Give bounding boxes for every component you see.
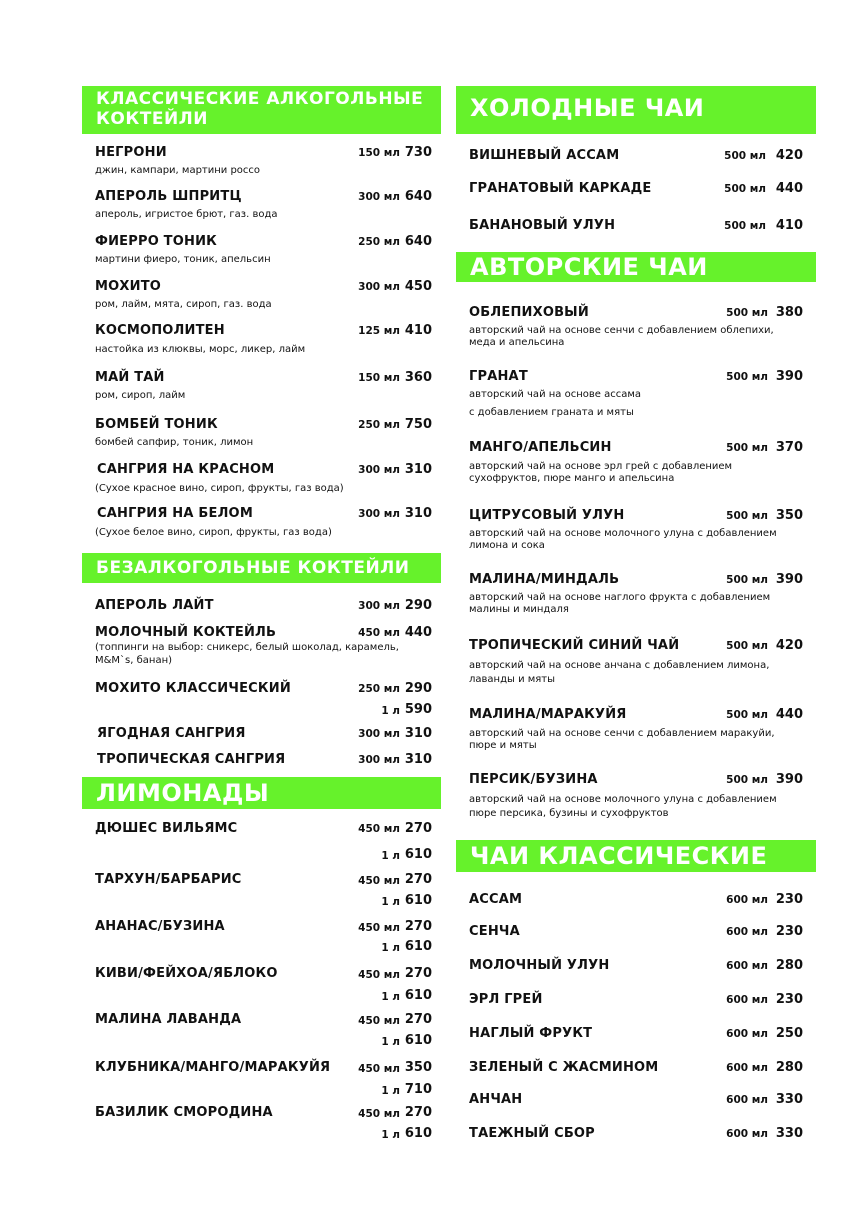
- item-name: КОСМОПОЛИТЕН: [95, 323, 225, 338]
- item-volume: 300 мл: [358, 191, 400, 203]
- item-description: ром, сироп, лайм: [95, 390, 186, 401]
- item-volume: 500 мл: [726, 640, 768, 652]
- item-volume: 450 мл: [358, 969, 400, 981]
- item-volume: 500 мл: [726, 510, 768, 522]
- item-price: 270: [404, 1012, 432, 1027]
- section-header-classic-cocktails: [82, 86, 441, 134]
- item-price: 290: [404, 681, 432, 696]
- item-name: МАЛИНА/МИНДАЛЬ: [469, 572, 620, 587]
- item-volume: 450 мл: [358, 823, 400, 835]
- item-name: ГРАНАТ: [469, 369, 528, 384]
- item-price: 350: [404, 1060, 432, 1075]
- item-price: 310: [404, 752, 432, 767]
- item-name: АПЕРОЛЬ ЛАЙТ: [95, 598, 214, 613]
- item-price-large: 610: [404, 893, 432, 908]
- item-volume: 300 мл: [358, 600, 400, 612]
- item-price: 640: [404, 234, 432, 249]
- item-price: 310: [404, 726, 432, 741]
- section-title: ЧАИ КЛАССИЧЕСКИЕ: [470, 842, 768, 870]
- item-volume: 450 мл: [358, 875, 400, 887]
- section-header-author-teas: [456, 252, 816, 282]
- item-name: МОЛОЧНЫЙ КОКТЕЙЛЬ: [95, 625, 277, 640]
- item-description: авторский чай на основе эрл грей с добавлением: [469, 461, 733, 472]
- item-name: ФИЕРРО ТОНИК: [95, 234, 217, 249]
- item-name: НЕГРОНИ: [95, 145, 167, 160]
- item-description: (топпинги на выбор: сникерс, белый шоколад, карамель,: [95, 642, 399, 653]
- item-price: 280: [775, 958, 803, 973]
- item-volume: 450 мл: [358, 627, 400, 639]
- item-volume-large: 1 л: [381, 942, 400, 954]
- item-description: апероль, игристое брют, газ. вода: [95, 209, 278, 220]
- item-price: 420: [775, 638, 803, 653]
- item-volume: 500 мл: [724, 183, 766, 195]
- item-name: БОМБЕЙ ТОНИК: [95, 417, 218, 432]
- item-volume: 500 мл: [726, 442, 768, 454]
- item-description: авторский чай на основе сенчи с добавлением маракуйи,: [469, 728, 775, 739]
- item-name: АНЧАН: [469, 1092, 523, 1107]
- item-price: 250: [775, 1026, 803, 1041]
- item-name: НАГЛЫЙ ФРУКТ: [469, 1026, 593, 1041]
- item-name: МОХИТО: [95, 279, 162, 294]
- item-volume-large: 1 л: [381, 991, 400, 1003]
- item-volume: 600 мл: [726, 1062, 768, 1074]
- item-price-large: 610: [404, 1033, 432, 1048]
- item-description: авторский чай на основе ассама: [469, 389, 642, 400]
- item-name: АПЕРОЛЬ ШПРИТЦ: [95, 189, 242, 204]
- item-volume-large: 1 л: [381, 850, 400, 862]
- item-volume: 300 мл: [358, 754, 400, 766]
- item-name: МОЛОЧНЫЙ УЛУН: [469, 958, 610, 973]
- item-description: меда и апельсина: [469, 337, 565, 348]
- item-volume: 300 мл: [358, 281, 400, 293]
- item-volume: 600 мл: [726, 1094, 768, 1106]
- item-name: ПЕРСИК/БУЗИНА: [469, 772, 598, 787]
- item-name: МОХИТО КЛАССИЧЕСКИЙ: [95, 681, 291, 696]
- item-volume: 300 мл: [358, 728, 400, 740]
- item-price: 270: [404, 966, 432, 981]
- item-price: 380: [775, 305, 803, 320]
- item-description: (Сухое белое вино, сироп, фрукты, газ вода): [95, 527, 332, 538]
- item-name: ТРОПИЧЕСКАЯ САНГРИЯ: [97, 752, 286, 767]
- item-price: 230: [775, 992, 803, 1007]
- item-volume-large: 1 л: [381, 1085, 400, 1097]
- item-volume: 250 мл: [358, 683, 400, 695]
- item-volume: 500 мл: [726, 574, 768, 586]
- item-description: авторский чай на основе молочного улуна с добавлением: [469, 528, 777, 539]
- item-name: ВИШНЕВЫЙ АССАМ: [469, 148, 620, 163]
- item-name: МАНГО/АПЕЛЬСИН: [469, 440, 612, 455]
- item-volume: 150 мл: [358, 372, 400, 384]
- item-name: ЭРЛ ГРЕЙ: [469, 992, 543, 1007]
- item-price: 280: [775, 1060, 803, 1075]
- item-name: ТАРХУН/БАРБАРИС: [95, 872, 242, 887]
- item-name: ТАЕЖНЫЙ СБОР: [469, 1126, 595, 1141]
- item-volume: 500 мл: [726, 371, 768, 383]
- item-volume: 450 мл: [358, 1015, 400, 1027]
- item-description: авторский чай на основе анчана с добавлением лимона,: [469, 660, 770, 671]
- item-description: бомбей сапфир, тоник, лимон: [95, 437, 254, 448]
- item-description: джин, кампари, мартини россо: [95, 165, 261, 176]
- item-price: 230: [775, 924, 803, 939]
- item-description: сухофруктов, пюре манго и апельсина: [469, 473, 675, 484]
- item-name: ДЮШЕС ВИЛЬЯМС: [95, 821, 238, 836]
- item-price: 230: [775, 892, 803, 907]
- item-price-large: 610: [404, 939, 432, 954]
- item-volume: 500 мл: [724, 150, 766, 162]
- section-title: ЛИМОНАДЫ: [96, 779, 270, 807]
- item-price: 370: [775, 440, 803, 455]
- item-name: МАЛИНА ЛАВАНДА: [95, 1012, 242, 1027]
- item-price: 350: [775, 508, 803, 523]
- item-name: СЕНЧА: [469, 924, 520, 939]
- item-volume: 500 мл: [726, 307, 768, 319]
- item-name: КЛУБНИКА/МАНГО/МАРАКУЙЯ: [95, 1060, 331, 1075]
- item-volume: 600 мл: [726, 960, 768, 972]
- item-name: ТРОПИЧЕСКИЙ СИНИЙ ЧАЙ: [469, 638, 680, 653]
- item-volume: 300 мл: [358, 508, 400, 520]
- item-name: ЗЕЛЕНЫЙ С ЖАСМИНОМ: [469, 1060, 659, 1075]
- item-volume-large: 1 л: [381, 1129, 400, 1141]
- item-description: авторский чай на основе сенчи с добавлением облепихи,: [469, 325, 774, 336]
- item-volume: 250 мл: [358, 236, 400, 248]
- item-price: 270: [404, 821, 432, 836]
- item-description: пюре персика, бузины и сухофруктов: [469, 808, 669, 819]
- item-description: лаванды и мяты: [469, 674, 556, 685]
- item-price: 390: [775, 572, 803, 587]
- item-name: МАЛИНА/МАРАКУЙЯ: [469, 707, 627, 722]
- item-price: 310: [404, 462, 432, 477]
- item-price-large: 610: [404, 988, 432, 1003]
- item-description: M&M`s, банан): [95, 655, 173, 666]
- section-header-classic-teas: [456, 840, 816, 872]
- item-description: мартини фиеро, тоник, апельсин: [95, 254, 271, 265]
- section-title: ХОЛОДНЫЕ ЧАИ: [470, 94, 705, 122]
- section-title: АВТОРСКИЕ ЧАИ: [470, 253, 708, 281]
- section-header-nonalcoholic: [82, 553, 441, 583]
- item-volume: 300 мл: [358, 464, 400, 476]
- item-price-large: 610: [404, 847, 432, 862]
- item-description: авторский чай на основе наглого фрукта с добавлением: [469, 592, 771, 603]
- item-volume: 500 мл: [724, 220, 766, 232]
- item-price: 310: [404, 506, 432, 521]
- item-name: ОБЛЕПИХОВЫЙ: [469, 305, 589, 320]
- item-description: авторский чай на основе молочного улуна с добавлением: [469, 794, 777, 805]
- item-price: 270: [404, 919, 432, 934]
- item-price: 360: [404, 370, 432, 385]
- item-price: 730: [404, 145, 432, 160]
- item-volume: 450 мл: [358, 1108, 400, 1120]
- item-description: ром, лайм, мята, сироп, газ. вода: [95, 299, 272, 310]
- item-volume: 600 мл: [726, 994, 768, 1006]
- item-price: 640: [404, 189, 432, 204]
- item-volume: 450 мл: [358, 922, 400, 934]
- item-price: 440: [775, 707, 803, 722]
- item-description: настойка из клюквы, морс, ликер, лайм: [95, 344, 306, 355]
- section-header-cold-teas: [456, 86, 816, 134]
- item-price: 290: [404, 598, 432, 613]
- item-name: МАЙ ТАЙ: [95, 370, 165, 385]
- item-volume: 450 мл: [358, 1063, 400, 1075]
- item-volume: 250 мл: [358, 419, 400, 431]
- item-volume: 600 мл: [726, 1128, 768, 1140]
- item-description: лимона и сока: [469, 540, 545, 551]
- section-title: БЕЗАЛКОГОЛЬНЫЕ КОКТЕЙЛИ: [96, 558, 410, 578]
- item-price-large: 610: [404, 1126, 432, 1141]
- item-description: малины и миндаля: [469, 604, 569, 615]
- item-name: БАЗИЛИК СМОРОДИНА: [95, 1105, 273, 1120]
- item-price: 750: [404, 417, 432, 432]
- item-price: 410: [404, 323, 432, 338]
- item-volume: 600 мл: [726, 1028, 768, 1040]
- item-name: САНГРИЯ НА БЕЛОМ: [97, 506, 253, 521]
- item-name: БАНАНОВЫЙ УЛУН: [469, 218, 616, 233]
- item-volume: 125 мл: [358, 325, 400, 337]
- item-price: 440: [775, 181, 803, 196]
- item-price: 440: [404, 625, 432, 640]
- item-price: 420: [775, 148, 803, 163]
- item-price: 330: [775, 1092, 803, 1107]
- item-price: 270: [404, 1105, 432, 1120]
- item-name: КИВИ/ФЕЙХОА/ЯБЛОКО: [95, 966, 278, 981]
- item-volume-large: 1 л: [381, 1036, 400, 1048]
- item-name: ЦИТРУСОВЫЙ УЛУН: [469, 508, 625, 523]
- item-price: 270: [404, 872, 432, 887]
- item-volume: 600 мл: [726, 926, 768, 938]
- item-description: пюре и мяты: [469, 740, 537, 751]
- item-price-large: 710: [404, 1082, 432, 1097]
- item-price-large: 590: [404, 702, 432, 717]
- item-volume: 500 мл: [726, 774, 768, 786]
- section-title-line2: КОКТЕЙЛИ: [96, 109, 209, 129]
- item-description: с добавлением граната и мяты: [469, 407, 634, 418]
- item-name: ЯГОДНАЯ САНГРИЯ: [97, 726, 246, 741]
- item-name: ГРАНАТОВЫЙ КАРКАДЕ: [469, 181, 652, 196]
- item-name: САНГРИЯ НА КРАСНОМ: [97, 462, 275, 477]
- item-volume: 150 мл: [358, 147, 400, 159]
- item-price: 390: [775, 369, 803, 384]
- item-price: 330: [775, 1126, 803, 1141]
- item-volume: 600 мл: [726, 894, 768, 906]
- item-description: (Сухое красное вино, сироп, фрукты, газ вода): [95, 483, 344, 494]
- item-name: АНАНАС/БУЗИНА: [95, 919, 225, 934]
- section-title-line1: КЛАССИЧЕСКИЕ АЛКОГОЛЬНЫЕ: [96, 89, 424, 109]
- item-volume-large: 1 л: [381, 896, 400, 908]
- item-name: АССАМ: [469, 892, 523, 907]
- item-price: 390: [775, 772, 803, 787]
- section-header-lemonades: [82, 777, 441, 809]
- item-volume-large: 1 л: [381, 705, 400, 717]
- item-volume: 500 мл: [726, 709, 768, 721]
- item-price: 450: [404, 279, 432, 294]
- item-price: 410: [775, 218, 803, 233]
